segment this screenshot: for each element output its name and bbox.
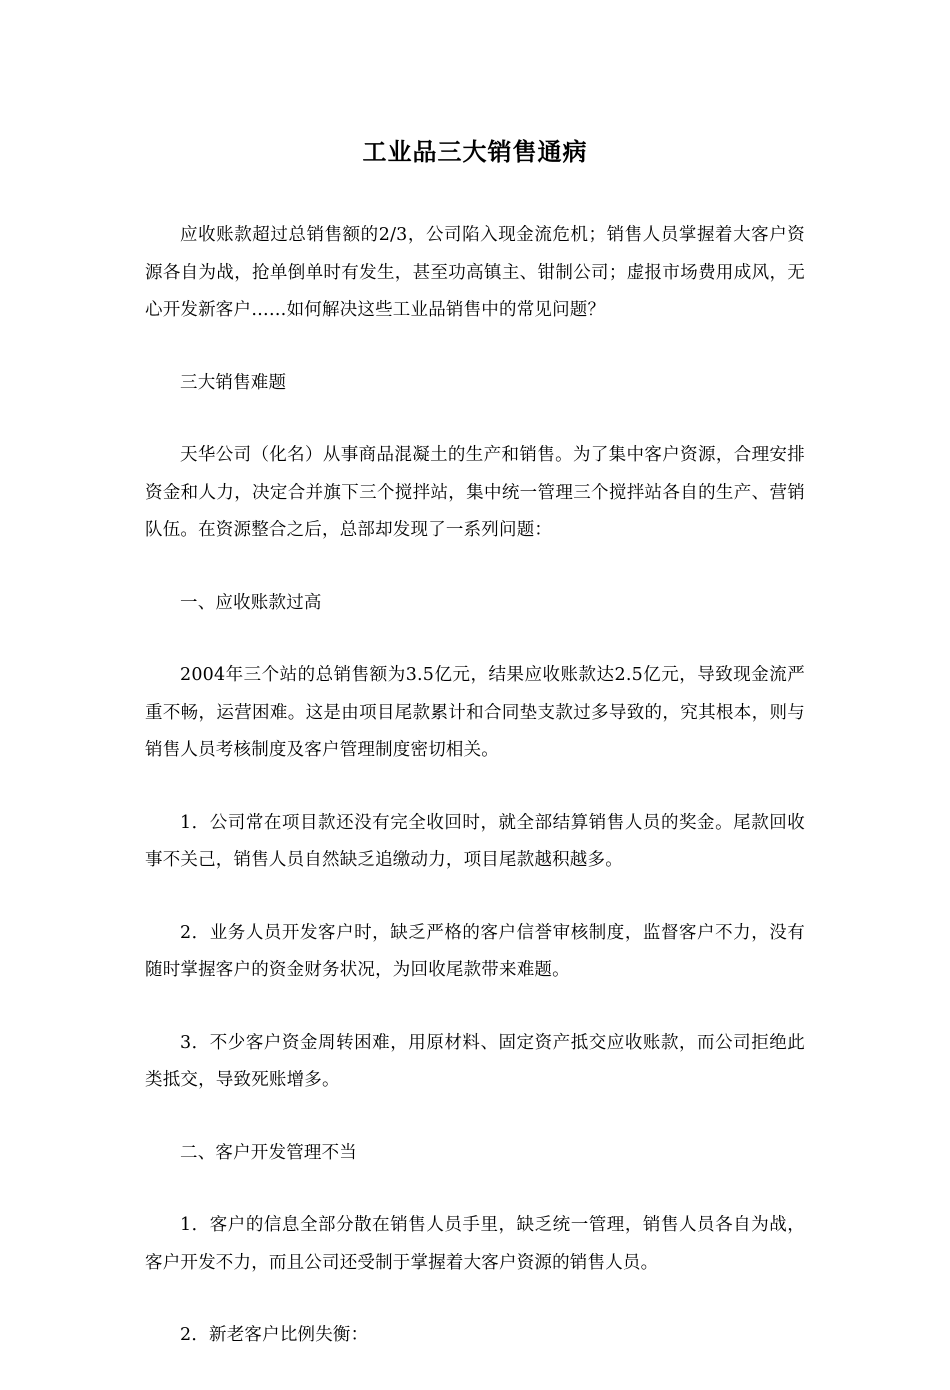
section-heading-receivables: 一、应收账款过高 [180, 592, 322, 613]
list-item-receivables-3: 3．不少客户资金周转困难，用原材料、固定资产抵交应收账款，而公司拒绝此类抵交，导致死账增多。 [145, 1032, 805, 1090]
list-item-customer-1: 1．客户的信息全部分散在销售人员手里，缺乏统一管理，销售人员各自为战，客户开发不力，而且公司还受制于掌握着大客户资源的销售人员。 [145, 1215, 805, 1273]
list-item-customer-2: 2．新老客户比例失衡： [180, 1325, 369, 1345]
document-title: 工业品三大销售通病 [362, 138, 588, 166]
list-item-receivables-1: 1．公司常在项目款还没有完全收回时，就全部结算销售人员的奖金。尾款回收事不关己，销售人员自然缺乏追缴动力，项目尾款越积越多。 [145, 812, 805, 870]
paragraph-company-background: 天华公司（化名）从事商品混凝土的生产和销售。为了集中客户资源，合理安排资金和人力，决定合并旗下三个搅拌站，集中统一管理三个搅拌站各自的生产、营销队伍。在资源整合之后，总部却发现了一系列问题： [145, 445, 805, 540]
document-body [145, 217, 805, 1390]
section-heading-three-problems: 三大销售难题 [180, 372, 287, 393]
section-heading-customer-development: 二、客户开发管理不当 [180, 1142, 357, 1163]
paragraph-intro: 应收账款超过总销售额的2/3，公司陷入现金流危机；销售人员掌握着大客户资源各自为战，抢单倒单时有发生，甚至功高镇主、钳制公司；虚报市场费用成风，无心开发新客户……如何解决这些工业品销售中的常见问题？ [145, 225, 805, 320]
paragraph-receivables-detail: 2004年三个站的总销售额为3.5亿元，结果应收账款达2.5亿元，导致现金流严重不畅，运营困难。这是由项目尾款累计和合同垫支款过多导致的，究其根本，则与销售人员考核制度及客户管理制度密切相关。 [145, 665, 805, 760]
list-item-receivables-2: 2．业务人员开发客户时，缺乏严格的客户信誉审核制度，监督客户不力，没有随时掌握客户的资金财务状况，为回收尾款带来难题。 [145, 922, 805, 980]
